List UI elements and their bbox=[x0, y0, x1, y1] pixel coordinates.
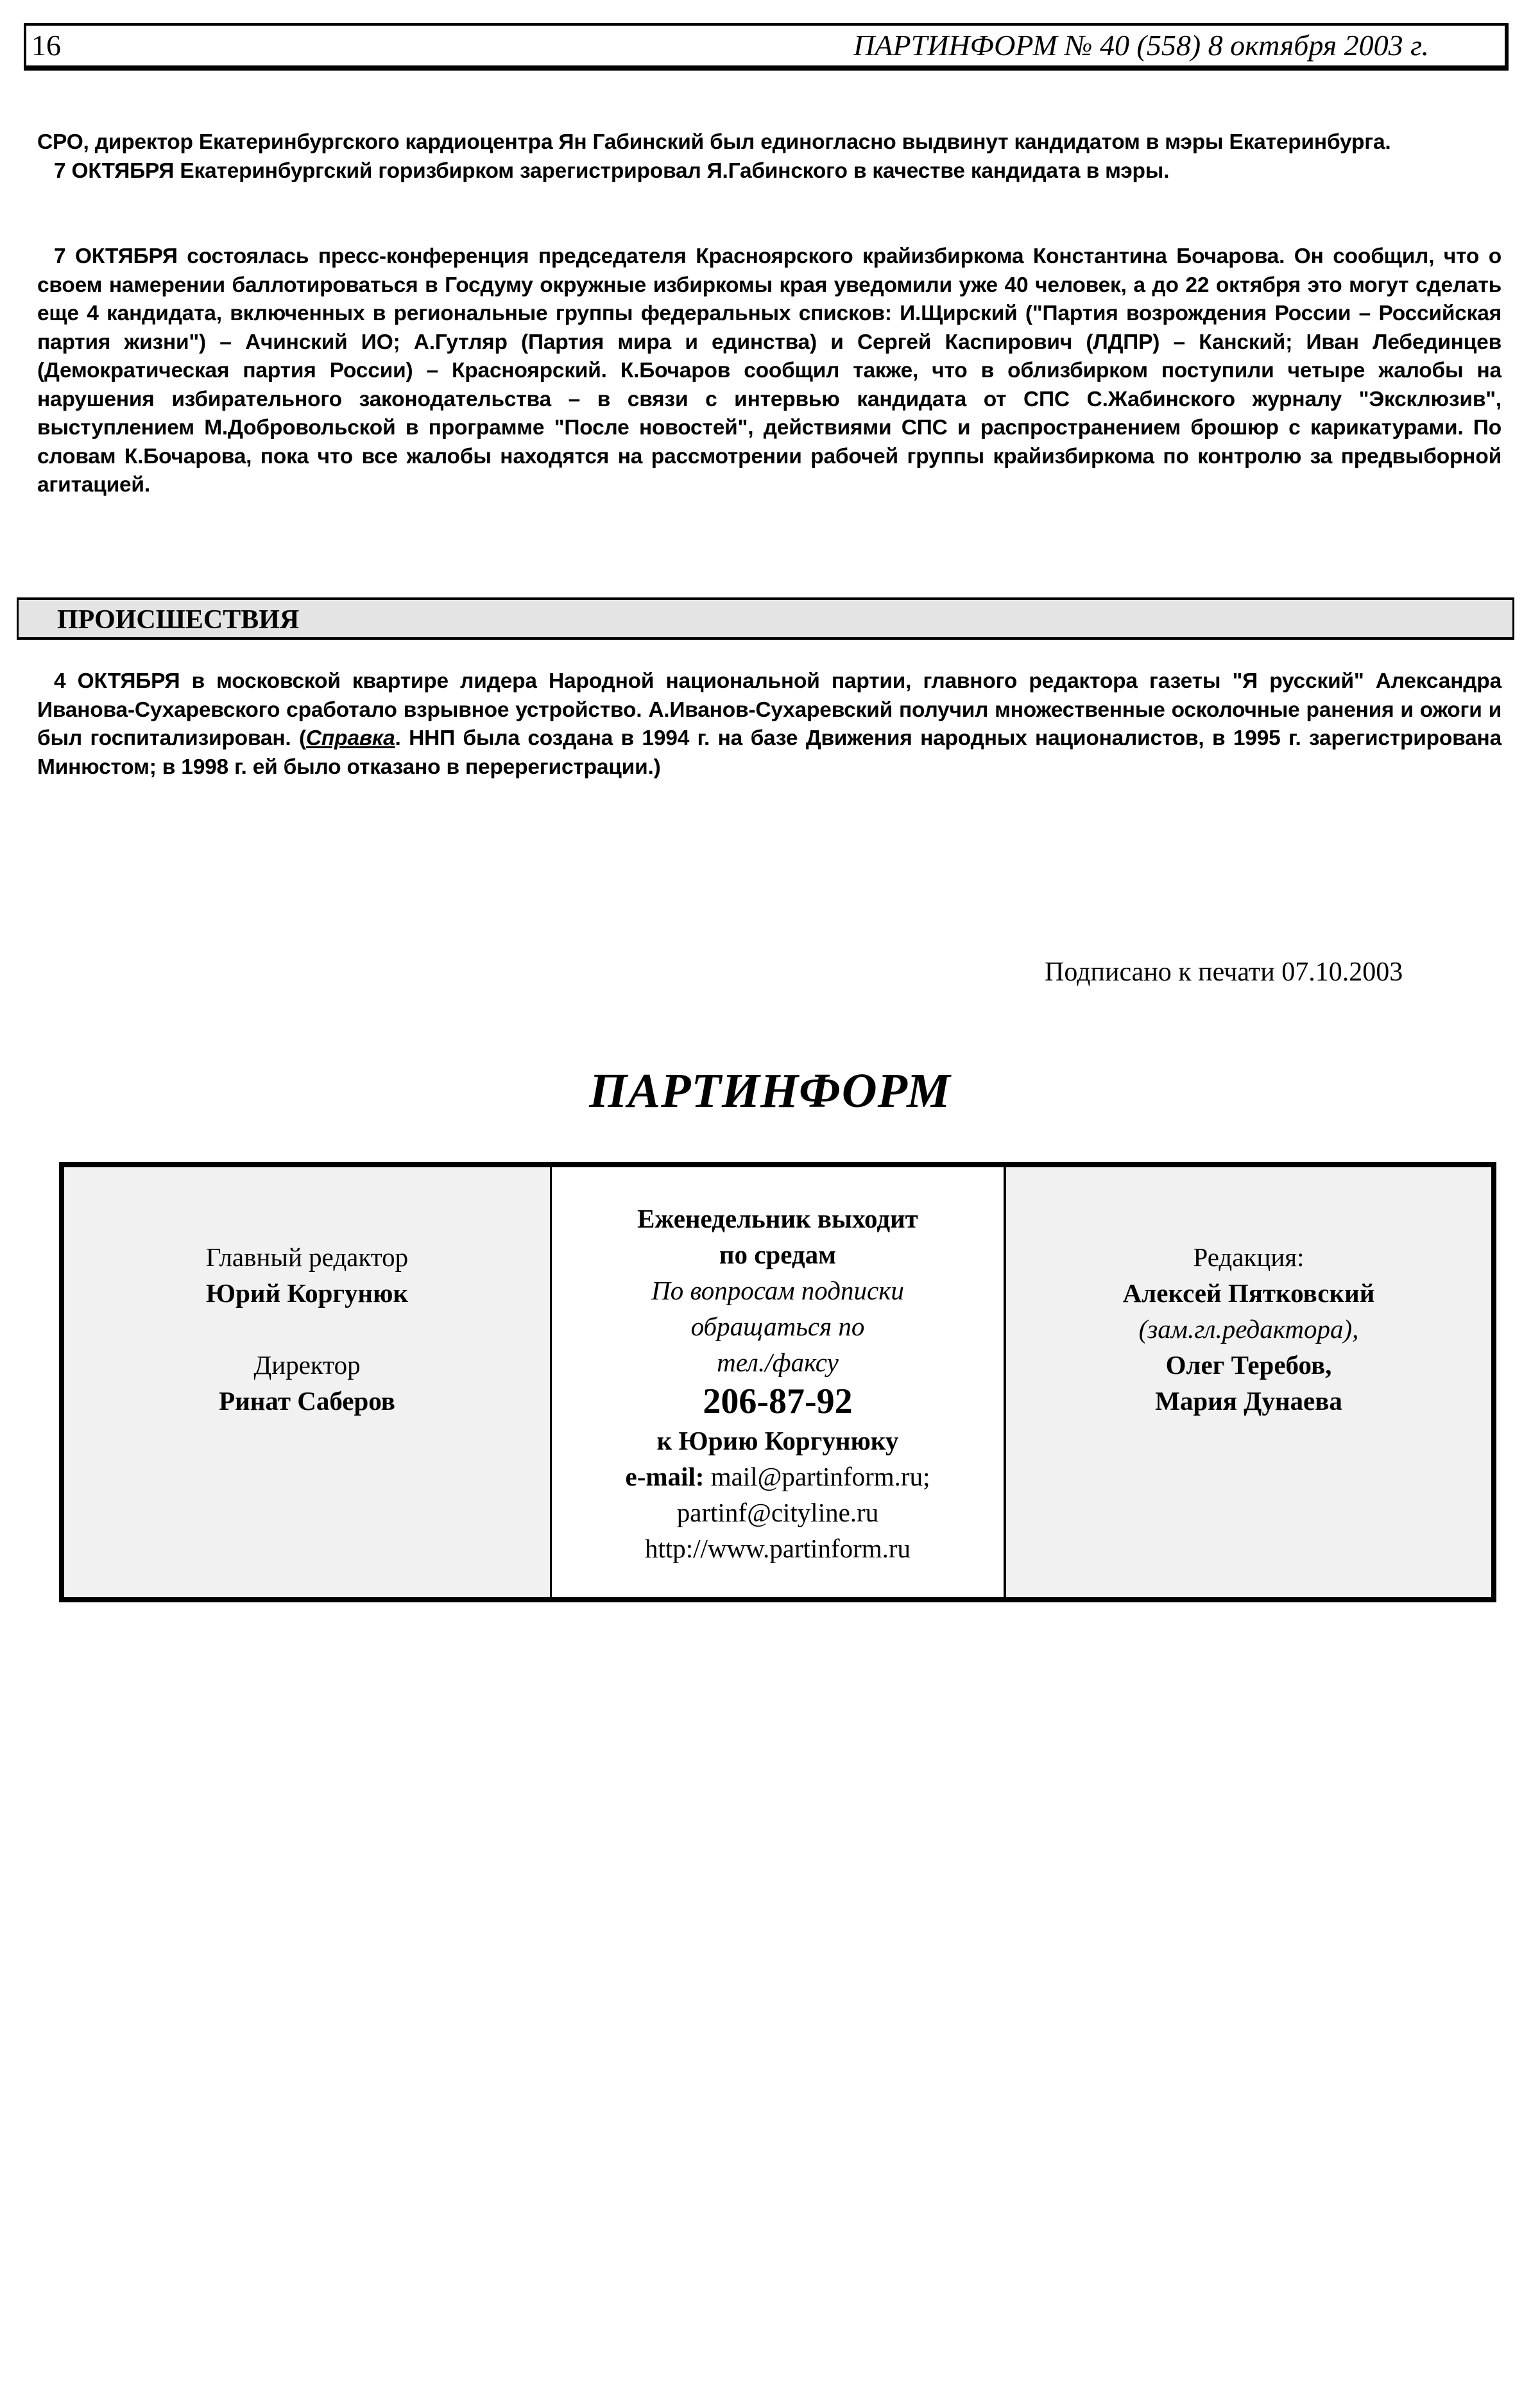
editorial-member: Олег Теребов, bbox=[1165, 1350, 1332, 1380]
publication-day: по средам bbox=[719, 1240, 837, 1269]
page-number: 16 bbox=[31, 29, 61, 62]
contact-person: к Юрию Коргунюку bbox=[656, 1426, 899, 1455]
news-block-krasnoyarsk bbox=[37, 243, 1502, 500]
article-date: 4 ОКТЯБРЯ bbox=[54, 669, 180, 693]
issue-info: ПАРТИНФОРМ № 40 (558) 8 октября 2003 г. bbox=[853, 29, 1429, 62]
article-paragraph: СРО, директор Екатеринбургского кардиоцентра Ян Габинский был единогласно выдвинут кандидатом в мэры Екатеринбурга. bbox=[37, 130, 1391, 154]
editorial-member: Мария Дунаева bbox=[1155, 1386, 1342, 1416]
subscription-note: обращаться по bbox=[690, 1312, 865, 1341]
masthead-title: ПАРТИНФОРМ bbox=[589, 1064, 951, 1118]
section-header-incidents bbox=[17, 597, 1514, 640]
article-paragraph bbox=[37, 157, 1502, 186]
director-role: Директор bbox=[253, 1350, 361, 1380]
publication-schedule: Еженедельник выходит bbox=[637, 1204, 918, 1233]
editor-name: Юрий Коргунюк bbox=[205, 1278, 409, 1308]
article-date: 7 ОКТЯБРЯ bbox=[54, 159, 175, 183]
article-text: Екатеринбургский горизбирком зарегистрировал Я.Габинского в качестве кандидата в мэры. bbox=[180, 159, 1170, 183]
editorial-member: Алексей Пятковский bbox=[1122, 1278, 1375, 1308]
news-block-ekaterinburg bbox=[37, 128, 1502, 185]
email-link[interactable]: mail@partinform.ru; bbox=[710, 1462, 930, 1491]
phone-number: 206-87-92 bbox=[703, 1382, 853, 1421]
subscription-note: По вопросам подписки bbox=[651, 1276, 904, 1305]
email-label: e-mail: bbox=[625, 1462, 705, 1491]
email-link[interactable]: partinf@cityline.ru bbox=[676, 1498, 879, 1527]
director-name: Ринат Саберов bbox=[219, 1386, 395, 1416]
article-date: 7 ОКТЯБРЯ bbox=[54, 244, 178, 268]
article-paragraph bbox=[37, 243, 1502, 500]
email-line bbox=[552, 1459, 1004, 1495]
article-text: . ННП была создана в 1994 г. на базе Движения народных националистов, в 1995 г. зарегистрирована Минюстом; в 1998 г. ей было отказано в перерегистрации.) bbox=[37, 726, 1502, 779]
section-title: ПРОИСШЕСТВИЯ bbox=[57, 605, 300, 635]
subscription-note: тел./факсу bbox=[717, 1348, 839, 1377]
article-paragraph bbox=[37, 667, 1502, 782]
editor-role: Главный редактор bbox=[205, 1242, 409, 1272]
imprint-column-contacts bbox=[552, 1167, 1006, 1597]
article-text: в московской квартире лидера Народной национальной партии, главного редактора газеты "Я русский" Александра Иванова-Сухаревского сработало взрывное устройство. А.Иванов-Сухаревский получил множественные осколочные ранения и ожоги и был госпитализирован. ( bbox=[37, 669, 1502, 750]
editorial-label: Редакция: bbox=[1193, 1242, 1305, 1272]
news-block-incident bbox=[37, 667, 1502, 782]
imprint-box bbox=[59, 1162, 1496, 1602]
page-header bbox=[24, 23, 1509, 71]
website-link[interactable]: http://www.partinform.ru bbox=[644, 1534, 911, 1563]
signed-to-print: Подписано к печати 07.10.2003 bbox=[1045, 957, 1403, 987]
reference-label: Справка bbox=[305, 726, 395, 750]
article-text: состоялась пресс-конференция председателя Красноярского крайизбиркома Константина Бочарова. Он сообщил, что о своем намерении баллотироваться в Госдуму окружные избиркомы края уведомили уже 40 человек, а до 22 октября это могут сделать еще 4 кандидата, включенных в региональные группы федеральных списков: И.Щирский ("Партия возрождения России – Российская партия жизни") – Ачинский ИО; А.Гутляр (Партия мира и единства) и Сергей Каспирович (ЛДПР) – Канский; Иван Лебединцев (Демократическая партия России) – Красноярский. К.Бочаров сообщил также, что в облизбирком поступили четыре жалобы на нарушения избирательного законодательства – в связи с интервью кандидата от СПС С.Жабинского журналу "Эксклюзив", выступлением М.Добровольской в программе "После новостей", действиями СПС и распространением брошюр с карикатурами. По словам К.Бочарова, пока что все жалобы находятся на рассмотрении рабочей группы крайизбиркома по контролю за предвыборной агитацией. bbox=[37, 244, 1502, 497]
imprint-column-editorial bbox=[1006, 1167, 1491, 1597]
editorial-member-role: (зам.гл.редактора), bbox=[1138, 1314, 1359, 1344]
spacer bbox=[64, 1311, 550, 1347]
imprint-column-leadership bbox=[64, 1167, 552, 1597]
